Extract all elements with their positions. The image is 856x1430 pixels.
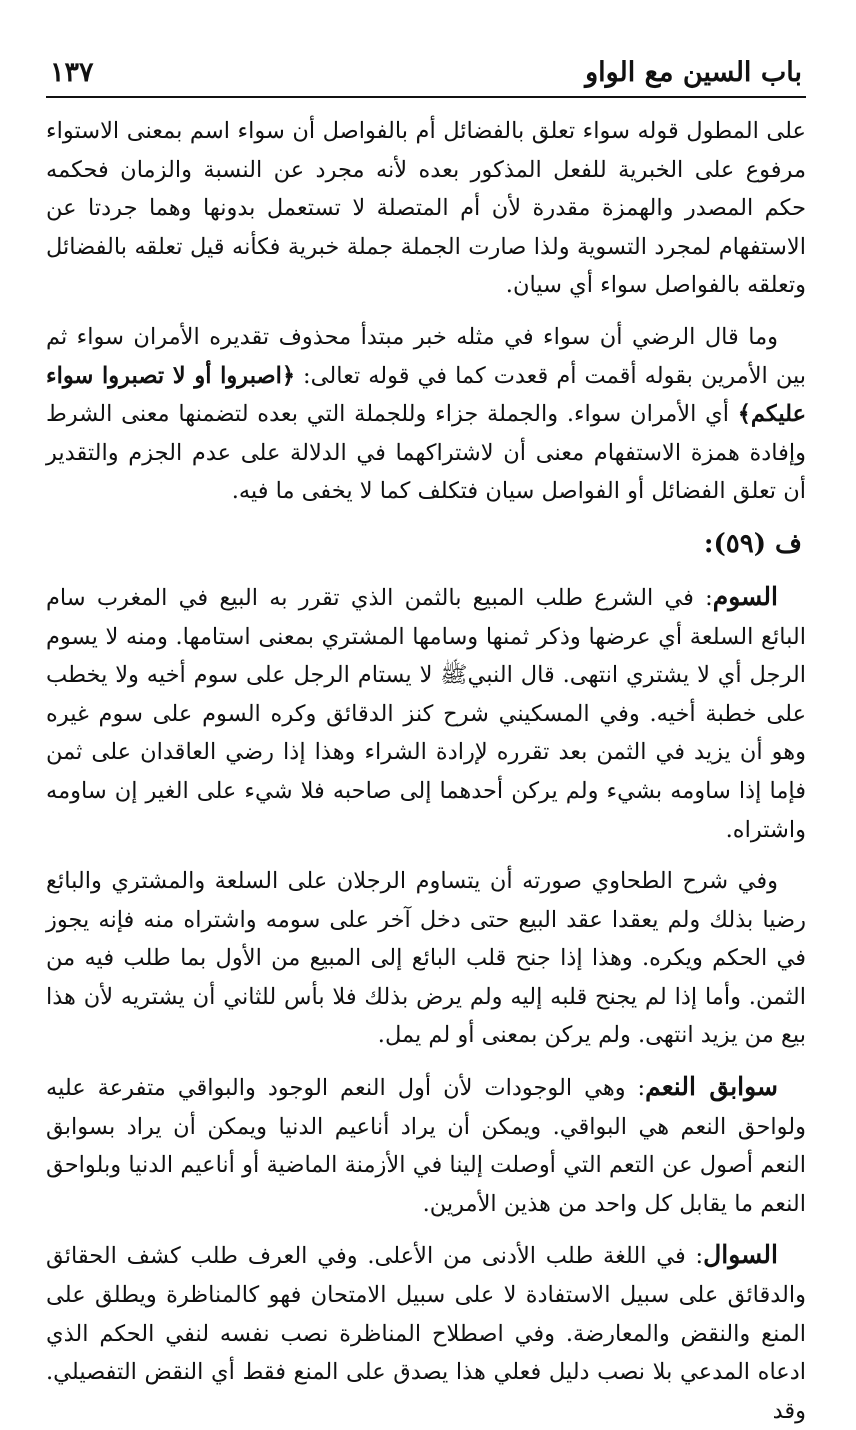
entry-text: : في الشرع طلب المبيع بالثمن الذي تقرر به البيع في المغرب سام البائع السلعة أي عرضها وذكر ثمنها وسامها المشتري بمعنى استامها. ومنه لا يسوم الرجل أي لا يشتري انتهى. قال النبيﷺ لا يستام الرجل على سوم أخيه ولا يخطب على خطبة أخيه. وفي المسكيني شرح كنز الدقائق وكره السوم على سوم غيره وهو أن يزيد في الثمن بعد تقرره لإرادة الشراء وهذا إذا رضي العاقدان على ثمن فإما إذا ساومه بشيء ولم يركن أحدهما إلى صاحبه فلا شيء على الغير إن ساومه واشتراه. bbox=[46, 584, 806, 843]
page-number: ١٣٧ bbox=[50, 57, 94, 88]
entry-term: سوابق النعم bbox=[645, 1072, 778, 1102]
entry-al-sawm bbox=[46, 578, 806, 849]
entry-text: : وهي الوجودات لأن أول النعم الوجود والبواقي متفرعة عليه ولواحق النعم هي البواقي. ويمكن أن يراد أناعيم الدنيا ويمكن أن يراد بسوابق النعم أصول عن التعم التي أوصلت إلينا في الأزمنة الماضية أو أناعيم الدنيا وبلواحق النعم ما يقابل كل واحد من هذين الأمرين. bbox=[46, 1075, 806, 1217]
entry-term: السوم bbox=[712, 581, 778, 611]
paragraph-2-lead: وما قال الرضي أن سواء في مثله خبر مبتدأ محذوف تقديره الأمران سواء ثم بين الأمرين بقوله أقمت أم قعدت كما في قوله تعالى: bbox=[46, 323, 806, 389]
entry-sawabiq-al-niam bbox=[46, 1068, 806, 1223]
paragraph-4: وفي شرح الطحاوي صورته أن يتساوم الرجلان على السلعة والمشتري والبائع رضيا بذلك ولم يعقدا عقد البيع حتى دخل آخر على سومه واشتراه منه فإنه يجوز في الحكم ويكره. وهذا إذا جنح قلب البائع إلى المبيع من الأول بما طلب فيه من الثمن. وأما إذا لم يجنح قلبه إليه ولم يرض بذلك فلا بأس للثاني أن يشتريه لأن هذا بيع من يزيد انتهى. ولم يركن بمعنى أو لم يمل. bbox=[46, 868, 806, 1049]
paragraph-2 bbox=[46, 318, 806, 511]
paragraph-2-rest: أي الأمران سواء. والجملة جزاء وللجملة التي بعده لتضمنها معنى الشرط وإفادة همزة الاستفهام معنى أن لاشتراكهما في الدلالة على عدم الجزم والتقدير أن تعلق الفضائل أو الفواصل سيان فتكلف كما لا يخفى ما فيه. bbox=[46, 401, 806, 505]
chapter-title: باب السين مع الواو bbox=[585, 57, 802, 88]
paragraph-1: على المطول قوله سواء تعلق بالفضائل أم بالفواصل أن سواء اسم بمعنى الاستواء مرفوع على الخبرية للفعل المذكور بعده لأنه مجرد عن النسبة والزمان فحكمه حكم المصدر والهمزة مقدرة لأن أم المتصلة لا تستعمل بدونها وهما جردتا عن الاستفهام لمجرد التسوية ولذا صارت الجملة جملة خبرية فكأنه قيل تعلقه بالفضائل وتعلقه بالفواصل سواء أي سيان. bbox=[46, 118, 806, 299]
quran-quote: ﴿اصبروا أو لا تصبروا سواء عليكم﴾ bbox=[46, 362, 806, 428]
entry-term: السوال bbox=[703, 1240, 778, 1270]
entry-al-sual bbox=[46, 1236, 806, 1430]
running-header bbox=[46, 56, 806, 98]
entry-text: : في اللغة طلب الأدنى من الأعلى. وفي العرف طلب كشف الحقائق والدقائق على سبيل الاستفادة لا على سبيل الامتحان فهو كالمناظرة ويطلق على المنع والنقض والمعارضة. وفي اصطلاح المناظرة نصب نفسه لنفي الحكم الذي ادعاه المدعي بلا نصب دليل فعلي هذا يصدق على المنع فقط أي النقض التفصيلي. وقد bbox=[46, 1243, 806, 1424]
section-heading: ف (٥٩): bbox=[703, 528, 802, 559]
